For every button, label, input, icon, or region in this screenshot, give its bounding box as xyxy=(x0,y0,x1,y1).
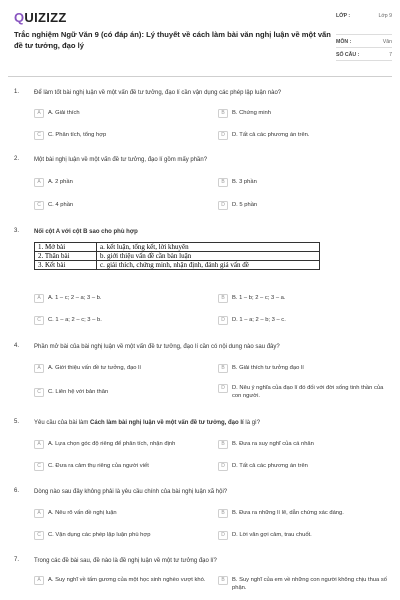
option-letter-box: A xyxy=(34,440,44,449)
option-letter-box: A xyxy=(34,576,44,585)
option-b[interactable]: B B. Chứng minh xyxy=(218,109,271,118)
option-letter-box: C xyxy=(34,462,44,471)
table-row: 2. Thân bài b. giới thiệu vấn đề cần bàn luận xyxy=(35,252,320,261)
option-letter-box: B xyxy=(218,178,228,187)
option-b[interactable]: B B. 3 phần xyxy=(218,178,257,187)
question-number: 1. xyxy=(14,89,20,95)
option-b[interactable]: B B. 1 – b; 2 – c; 3 – a. xyxy=(218,294,286,303)
option-d[interactable]: D D. Tất cả các phương án trên xyxy=(218,462,308,471)
question-text: Nối cột A với cột B sao cho phù hợp xyxy=(34,229,138,235)
option-c[interactable]: C C. 4 phần xyxy=(34,201,73,210)
option-c[interactable]: C C. Phân tích, tổng hợp xyxy=(34,131,106,140)
option-b[interactable]: B B. Giải thích tư tưởng đạo lí xyxy=(218,364,304,373)
option-letter-box: A xyxy=(34,509,44,518)
option-c[interactable]: C C. Vận dụng các phép lập luận phù hợp xyxy=(34,531,150,540)
question-text: Phần mở bài của bài nghị luận về một vấn đề tư tưởng, đạo lí cần có nội dung nào sau đây? xyxy=(34,344,280,350)
option-d[interactable]: D D. Tất cả các phương án trên. xyxy=(218,131,310,140)
option-letter-box: B xyxy=(218,440,228,449)
worksheet-title: Trắc nghiệm Ngữ Văn 9 (có đáp án): Lý thuyết về cách làm bài văn nghị luận về một vấn đề tư tưởng, đạo lý xyxy=(14,30,331,50)
option-c[interactable]: C C. Liên hệ với bản thân xyxy=(34,388,108,397)
option-c[interactable]: C C. 1 – a; 2 – c; 3 – b. xyxy=(34,316,102,325)
option-b[interactable]: B B. Suy nghĩ của em về những con người không chịu thua số phận. xyxy=(218,576,394,592)
option-letter-box: B xyxy=(218,364,228,373)
matching-table xyxy=(34,242,320,270)
question-text: Trong các đề bài sau, đề nào là đề nghị luận về một tư tưởng đạo lí? xyxy=(34,558,217,564)
option-letter-box: D xyxy=(218,531,228,540)
option-b[interactable]: B B. Đưa ra suy nghĩ của cá nhân xyxy=(218,440,314,449)
option-letter-box: C xyxy=(34,131,44,140)
question-text: Yêu cầu của bài làm Cách làm bài nghị luận về một vấn đề tư tưởng, đạo lí là gì? xyxy=(34,420,261,426)
option-a[interactable]: A A. Giới thiệu vấn đề tư tưởng, đạo lí xyxy=(34,364,141,373)
option-a[interactable]: A A. 2 phần xyxy=(34,178,73,187)
option-letter-box: C xyxy=(34,388,44,397)
question-number: 2. xyxy=(14,156,20,162)
worksheet-meta xyxy=(336,13,392,65)
option-letter-box: A xyxy=(34,294,44,303)
option-a[interactable]: A A. 1 – c; 2 – a; 3 – b. xyxy=(34,294,102,303)
question-number: 7. xyxy=(14,557,20,563)
option-letter-box: D xyxy=(218,131,228,140)
option-letter-box: B xyxy=(218,509,228,518)
question-number: 5. xyxy=(14,419,20,425)
question-text: Dòng nào sau đây không phải là yêu cầu chính của bài nghị luận xã hội? xyxy=(34,489,228,495)
option-d[interactable]: D D. 1 – a; 2 – b; 3 – c. xyxy=(218,316,286,325)
meta-subject: MÔN : Văn xyxy=(336,39,392,48)
option-d[interactable]: D D. 5 phần xyxy=(218,201,257,210)
option-letter-box: A xyxy=(34,109,44,118)
option-b[interactable]: B B. Đưa ra những lí lẽ, dẫn chứng xác đáng. xyxy=(218,509,344,518)
table-row: 1. Mở bài a. kết luận, tổng kết, lời khuyên xyxy=(35,243,320,252)
option-letter-box: C xyxy=(34,316,44,325)
question-text: Để làm tốt bài nghị luận về một vấn đề tư tưởng, đạo lí cần vận dụng các phép lập luận nào? xyxy=(34,90,282,96)
option-letter-box: C xyxy=(34,531,44,540)
option-letter-box: C xyxy=(34,201,44,210)
table-row: 3. Kết bài c. giải thích, chứng minh, nhận định, đánh giá vấn đề xyxy=(35,261,320,270)
option-letter-box: B xyxy=(218,294,228,303)
option-d[interactable]: D D. Nêu ý nghĩa của đạo lí đó đối với đời sống tinh thần của con người. xyxy=(218,384,390,400)
option-a[interactable]: A A. Giải thích xyxy=(34,109,80,118)
option-a[interactable]: A A. Lựa chọn góc độ riêng để phân tích, nhận định xyxy=(34,440,175,449)
option-letter-box: A xyxy=(34,178,44,187)
header-divider xyxy=(8,76,392,77)
option-letter-box: B xyxy=(218,576,228,585)
question-number: 3. xyxy=(14,228,20,234)
option-a[interactable]: A A. Nêu rõ vấn đề nghị luận xyxy=(34,509,117,518)
option-letter-box: D xyxy=(218,316,228,325)
option-d[interactable]: D D. Lời văn gợi cảm, trau chuốt. xyxy=(218,531,312,540)
option-letter-box: B xyxy=(218,109,228,118)
option-letter-box: A xyxy=(34,364,44,373)
option-c[interactable]: C C. Đưa ra cảm thụ riêng của người viết xyxy=(34,462,149,471)
quizizz-logo: QUIZIZZ xyxy=(14,10,67,25)
option-letter-box: D xyxy=(218,384,228,393)
question-number: 4. xyxy=(14,343,20,349)
option-letter-box: D xyxy=(218,462,228,471)
question-number: 6. xyxy=(14,488,20,494)
meta-class: LỚP : Lớp 9 xyxy=(336,13,392,35)
option-a[interactable]: A A. Suy nghĩ về tấm gương của một học sinh nghèo vượt khó. xyxy=(34,576,212,585)
question-text: Một bài nghị luận về một vấn đề tư tưởng, đạo lí gồm mấy phần? xyxy=(34,157,208,163)
worksheet-header xyxy=(0,0,400,76)
meta-question-count: SỐ CÂU : 7 xyxy=(336,52,392,61)
option-letter-box: D xyxy=(218,201,228,210)
